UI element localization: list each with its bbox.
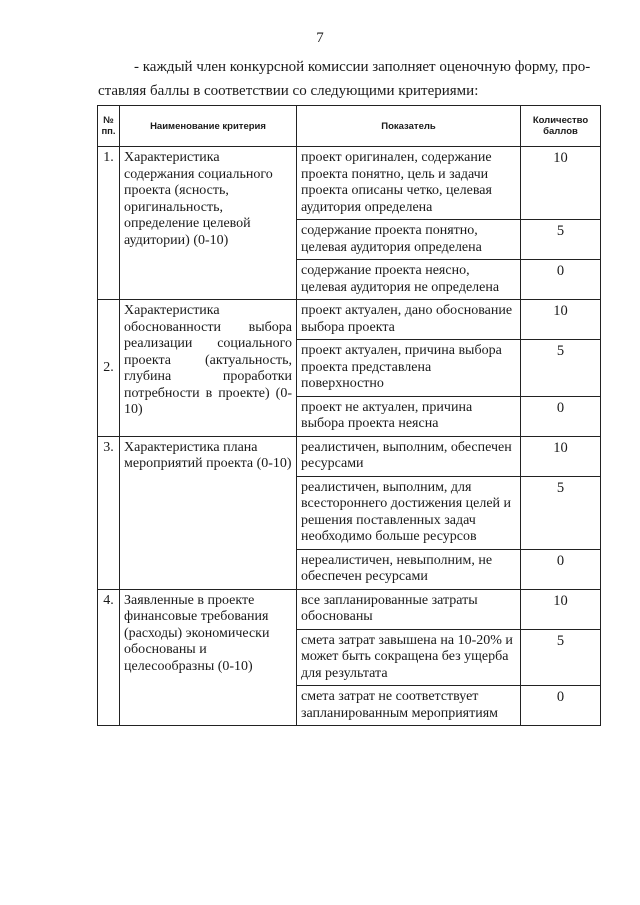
indicator-cell: проект актуален, дано обоснование выбора проекта xyxy=(297,300,521,340)
criterion-name: Характеристика обоснованности выбора реализации социального проекта (актуальность, глубина проработки потребности в проекте) (0-10) xyxy=(120,300,297,437)
indicator-cell: содержание проекта неясно, целевая аудитория не определена xyxy=(297,260,521,300)
score-cell: 5 xyxy=(521,220,601,260)
criteria-table xyxy=(97,105,601,726)
intro-paragraph xyxy=(98,55,598,103)
table-row xyxy=(98,147,601,220)
criterion-name: Заявленные в проекте финансовые требования (расходы) экономически обоснованы и целесообразны (0-10) xyxy=(120,589,297,726)
table-header-row xyxy=(98,106,601,147)
score-cell: 10 xyxy=(521,147,601,220)
score-cell: 0 xyxy=(521,396,601,436)
criterion-name: Характеристика плана мероприятий проекта (0-10) xyxy=(120,436,297,589)
indicator-cell: все запланированные затраты обоснованы xyxy=(297,589,521,629)
indicator-cell: реалистичен, выполним, обеспечен ресурсами xyxy=(297,436,521,476)
score-cell: 5 xyxy=(521,340,601,397)
score-cell: 0 xyxy=(521,260,601,300)
criterion-number: 2. xyxy=(98,300,120,437)
indicator-cell: реалистичен, выполним, для всестороннего достижения целей и решения поставленных задач необходимо больше ресурсов xyxy=(297,476,521,549)
page-number: 7 xyxy=(316,30,324,46)
criterion-name: Характеристика содержания социального проекта (ясность, оригинальность, определение целевой аудитории) (0-10) xyxy=(120,147,297,300)
intro-line-1: - каждый член конкурсной комиссии заполняет оценочную форму, про- xyxy=(134,59,591,75)
indicator-cell: проект не актуален, причина выбора проекта неясна xyxy=(297,396,521,436)
table-row xyxy=(98,300,601,340)
score-cell: 0 xyxy=(521,549,601,589)
indicator-cell: проект оригинален, содержание проекта понятно, цель и задачи проекта описаны четко, целевая аудитория определена xyxy=(297,147,521,220)
criterion-number: 4. xyxy=(98,589,120,726)
score-cell: 10 xyxy=(521,300,601,340)
header-criterion-name: Наименование критерия xyxy=(120,106,297,147)
score-cell: 5 xyxy=(521,629,601,686)
header-num: № пп. xyxy=(98,106,120,147)
indicator-cell: проект актуален, причина выбора проекта представлена поверхностно xyxy=(297,340,521,397)
indicator-cell: нереалистичен, невыполним, не обеспечен ресурсами xyxy=(297,549,521,589)
indicator-cell: содержание проекта понятно, целевая аудитория определена xyxy=(297,220,521,260)
score-cell: 10 xyxy=(521,589,601,629)
criterion-number: 3. xyxy=(98,436,120,589)
header-score: Количество баллов xyxy=(521,106,601,147)
criterion-number: 1. xyxy=(98,147,120,300)
table-row xyxy=(98,436,601,476)
score-cell: 5 xyxy=(521,476,601,549)
score-cell: 10 xyxy=(521,436,601,476)
intro-line-2: ставляя баллы в соответствии со следующими критериями: xyxy=(98,83,479,99)
indicator-cell: смета затрат не соответствует запланированным мероприятиям xyxy=(297,686,521,726)
score-cell: 0 xyxy=(521,686,601,726)
table-row xyxy=(98,589,601,629)
header-indicator: Показатель xyxy=(297,106,521,147)
indicator-cell: смета затрат завышена на 10-20% и может быть сокращена без ущерба для результата xyxy=(297,629,521,686)
